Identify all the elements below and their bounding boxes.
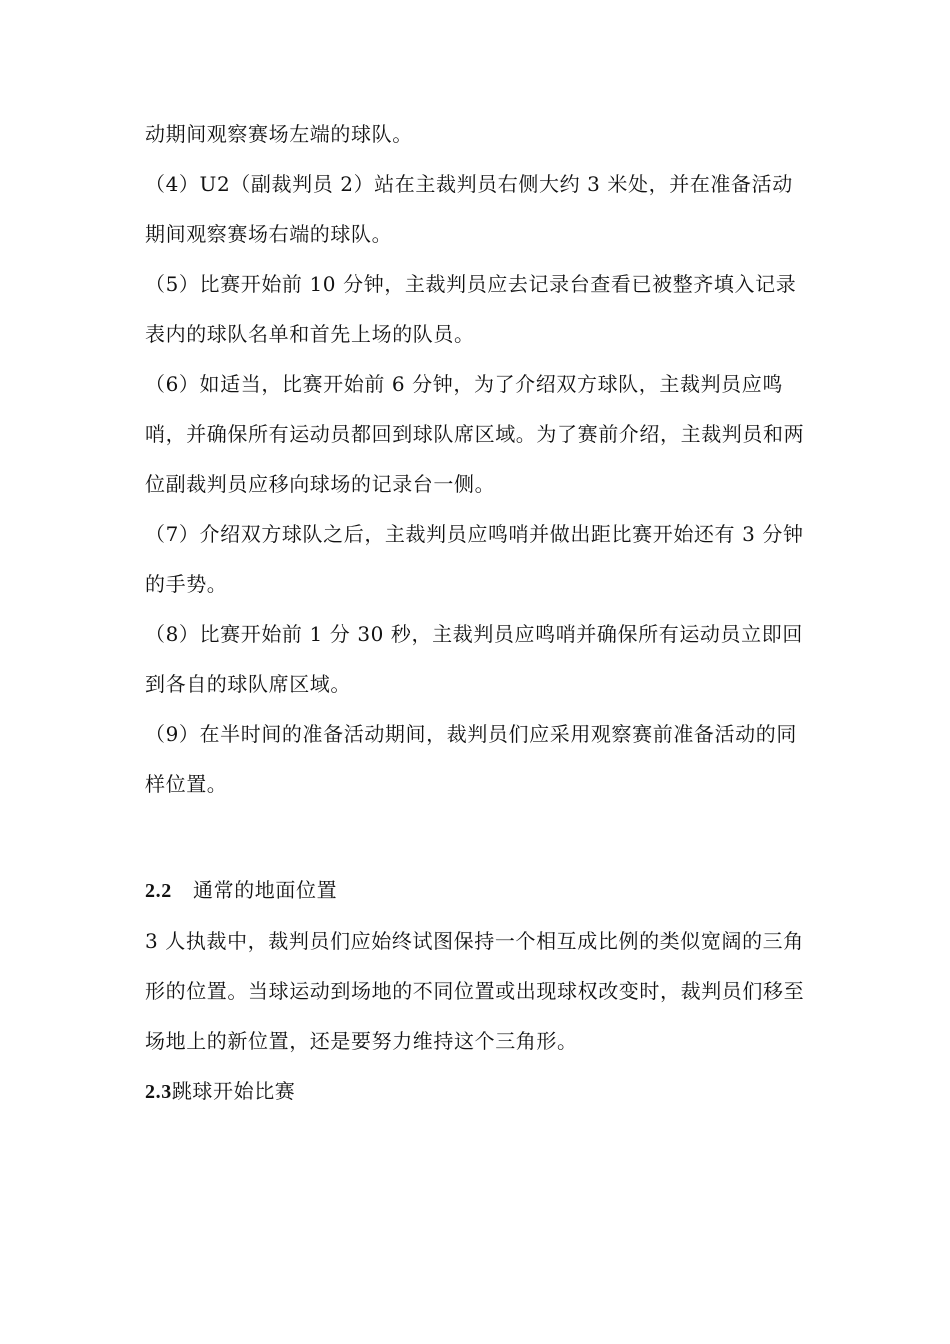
section-number: 2.2: [145, 880, 172, 902]
paragraph-item-9: （9）在半时间的准备活动期间，裁判员们应采用观察赛前准备活动的同样位置。: [145, 722, 797, 796]
paragraph-item-5: （5）比赛开始前 10 分钟，主裁判员应去记录台查看已被整齐填入记录表内的球队名单和首先上场的队员。: [145, 272, 797, 346]
section-heading-2-2: [145, 865, 810, 916]
paragraph-item-6: （6）如适当，比赛开始前 6 分钟，为了介绍双方球队，主裁判员应鸣哨，并确保所有运动员都回到球队席区域。为了赛前介绍，主裁判员和两位副裁判员应移向球场的记录台一侧。: [145, 372, 805, 496]
section-title: 通常的地面位置: [193, 878, 338, 902]
paragraph-item-8: （8）比赛开始前 1 分 30 秒，主裁判员应鸣哨并确保所有运动员立即回到各自的球队席区域。: [145, 622, 803, 696]
section-2-2-body: 3 人执裁中，裁判员们应始终试图保持一个相互成比例的类似宽阔的三角形的位置。当球运动到场地的不同位置或出现球权改变时，裁判员们移至场地上的新位置，还是要努力维持这个三角形。: [145, 929, 805, 1053]
document-body: [145, 109, 810, 1117]
paragraph-item-7: （7）介绍双方球队之后，主裁判员应鸣哨并做出距比赛开始还有 3 分钟的手势。: [145, 522, 804, 596]
paragraph-item-4: （4）U2（副裁判员 2）站在主裁判员右侧大约 3 米处，并在准备活动期间观察赛场右端的球队。: [145, 172, 793, 246]
section-title: 跳球开始比赛: [171, 1079, 296, 1103]
paragraph-continuation: 动期间观察赛场左端的球队。: [145, 122, 413, 146]
section-number: 2.3: [145, 1081, 172, 1103]
section-spacer: [145, 809, 810, 865]
section-heading-2-3: [145, 1066, 810, 1117]
